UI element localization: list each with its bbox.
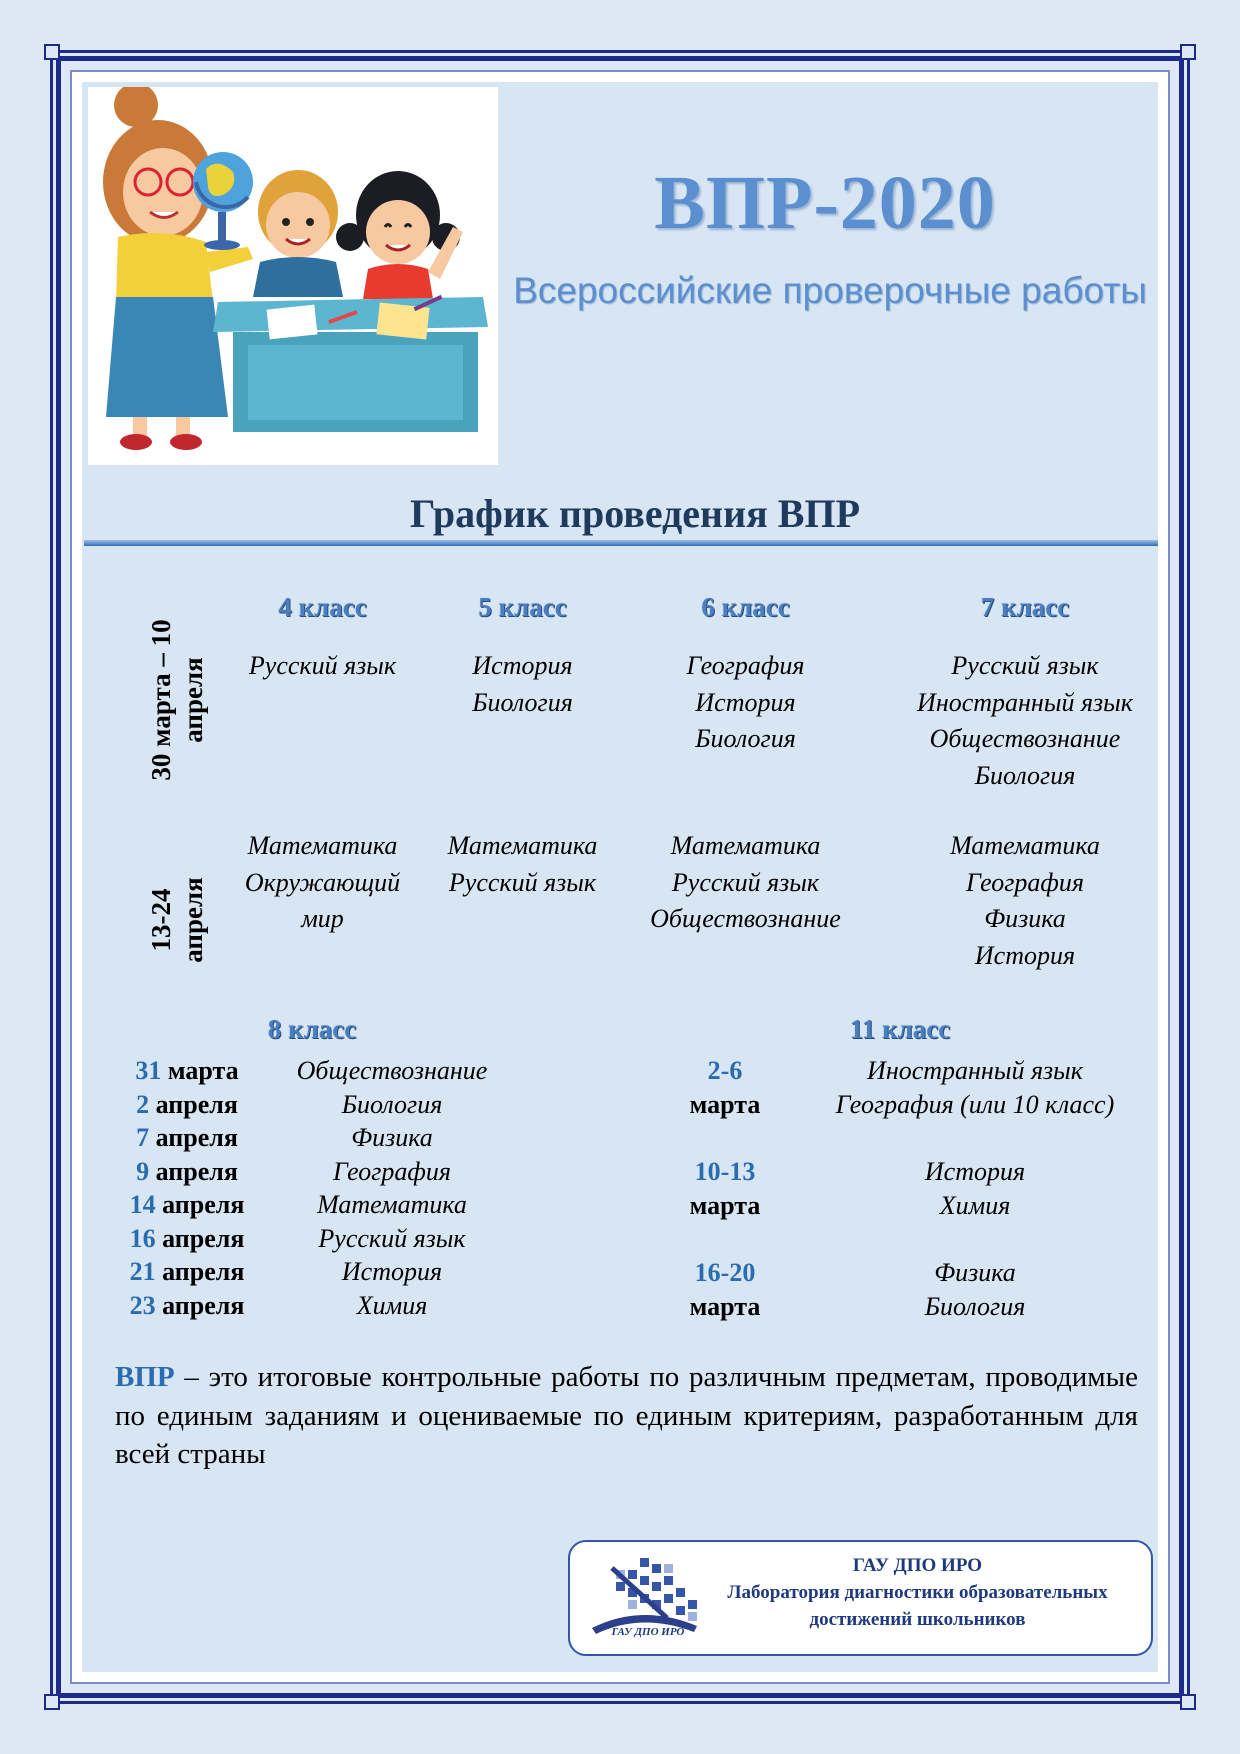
grade11-subjects [800,1256,1150,1323]
subject: Биология [341,1089,443,1119]
subject: мир [301,904,344,933]
date-month: апреля [162,1190,245,1219]
subject: Химия [939,1190,1011,1220]
lab-name-line1: Лаборатория диагностики образовательных [727,1582,1108,1603]
lab-name-line2: достижений школьников [809,1609,1026,1630]
date-month: апреля [162,1290,245,1320]
date-day: 9 [136,1156,150,1186]
subject: Обществознание [296,1056,488,1085]
date-day: 23 [129,1290,156,1320]
grade-header-7: 7 класс [980,592,1070,622]
grade8-date [112,1088,262,1122]
p2-grade4-subjects [225,828,420,938]
grade-header-6: 6 класс [701,592,790,622]
subject: География [686,651,805,680]
vpr-definition-note [115,1358,1138,1474]
date-month: апреля [162,1223,245,1253]
grade8-date [112,1054,262,1088]
title-divider [84,540,1158,546]
date-month: апреля [155,1089,238,1119]
subject: История [341,1257,443,1286]
organization-text [690,1552,1145,1633]
subject: Биология [974,760,1076,790]
grade8-date [112,1255,262,1289]
date-day: 16 [129,1223,156,1253]
frame-corner-bottom-right [1180,1694,1196,1710]
subject: История [472,651,573,680]
subject: Русский язык [248,651,397,680]
teacher-children-illustration [88,87,498,465]
date-month: апреля [155,1156,238,1186]
subject: Иностранный язык [867,1056,1083,1085]
grade8-date [112,1188,262,1222]
grade11-date-group [650,1256,800,1323]
note-text: – это итоговые контрольные работы по различным предметам, проводимые по единым заданиям и оцениваемые по единым критериям, разработанным для всей страны [115,1361,1138,1470]
subject: Русский язык [671,867,820,897]
subject: История [924,1157,1026,1186]
subject: Биология [924,1291,1026,1321]
grade-header-11: 11 класс [849,1014,951,1044]
subject: География [333,1156,451,1186]
subject: Математика [950,831,1100,860]
organization-name: ГАУ ДПО ИРО [852,1555,983,1576]
frame-corner-top-left [44,44,60,60]
poster-title: ВПР-2020 [654,161,996,245]
date-day: 7 [136,1123,150,1152]
date-days: 10-13 [694,1157,756,1186]
illustration-art [88,87,498,465]
subject: Математика [447,831,598,860]
p2-grade6-subjects [633,828,858,938]
grade11-date-group [650,1054,800,1121]
p1-grade7-subjects [885,648,1165,794]
subject: Математика [670,831,821,860]
grade8-date [112,1222,262,1256]
poster-subtitle: Всероссийские проверочные работы [513,270,1147,311]
grade11-subjects [800,1054,1150,1121]
grade8-date [112,1289,262,1323]
period-label-march-april [145,595,209,805]
p1-grade6-subjects [633,648,858,758]
p2-grade7-subjects [885,828,1165,974]
subject: Химия [356,1290,428,1320]
subject: Иностранный язык [917,687,1133,717]
date-day: 2 [136,1089,150,1119]
subject: Русский язык [448,867,597,897]
subject: Окружающий [244,867,401,897]
p1-grade4-subjects [225,648,420,685]
grade8-subjects [262,1054,522,1322]
subject: Математика [317,1190,467,1219]
date-month: апреля [162,1257,245,1286]
logo-caption: ГАУ ДПО ИРО [611,1626,685,1638]
date-days: 2-6 [707,1056,743,1085]
subject: История [695,687,796,717]
subject: Обществознание [929,724,1121,753]
date-month: апреля [155,1123,238,1152]
frame-corner-top-right [1180,44,1196,60]
grade8-date [112,1121,262,1155]
note-term: ВПР [115,1361,175,1393]
subject: Биология [472,687,573,717]
date-month: марта [167,1056,239,1085]
subject: География (или 10 класс) [835,1089,1115,1119]
grade-header-4: 4 класс [278,592,367,622]
schedule-title: График проведения ВПР [409,491,861,536]
grade-header-5: 5 класс [478,592,567,622]
subject: География [966,867,1084,897]
subject: Физика [351,1123,433,1152]
date-month: марта [689,1089,761,1119]
subject: История [974,940,1076,970]
grade8-dates [112,1054,262,1322]
subject: Физика [984,904,1066,933]
date-month: марта [689,1190,761,1220]
frame-corner-bottom-left [44,1694,60,1710]
subject: Физика [934,1258,1016,1287]
grade-header-8: 8 класс [267,1014,357,1044]
period-label-text: 13-24 апреля [146,877,208,963]
subject: Русский язык [318,1223,466,1253]
date-day: 21 [129,1257,156,1286]
date-day: 14 [129,1190,156,1219]
organization-badge [568,1540,1153,1656]
p1-grade5-subjects [425,648,620,721]
date-month: марта [689,1291,761,1321]
subject: Русский язык [951,651,1099,680]
p2-grade5-subjects [425,828,620,901]
date-days: 16-20 [694,1258,756,1287]
date-day: 31 [135,1056,162,1085]
period-label-april [145,855,209,985]
subject: Математика [247,831,398,860]
period-label-text: 30 марта – 10 апреля [146,619,208,781]
grade8-date [112,1155,262,1189]
subject: Биология [695,724,796,753]
grade11-date-group [650,1155,800,1222]
grade11-subjects [800,1155,1150,1222]
subject: Обществознание [650,904,841,933]
